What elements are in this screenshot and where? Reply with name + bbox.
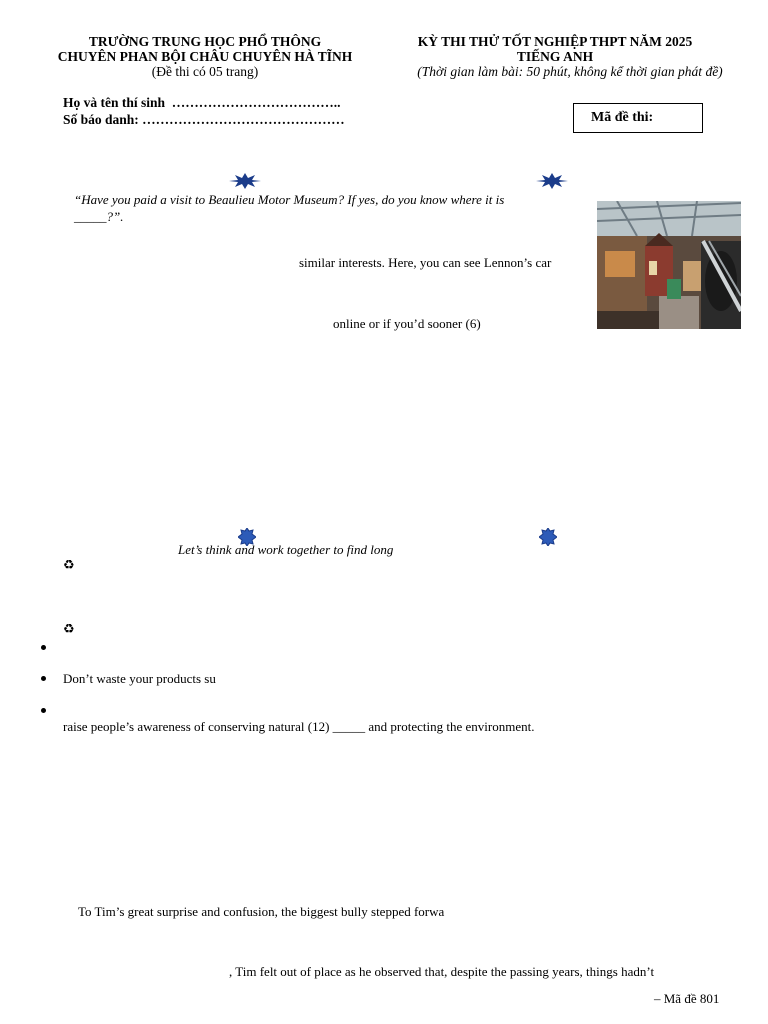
passage-line-c: raise people’s awareness of conserving natural (12) _____ and protecting the environment.: [63, 719, 535, 734]
pages-note: (Đề thi có 05 trang): [151, 64, 259, 79]
school-name-line2: CHUYÊN PHAN BỘI CHÂU CHUYÊN HÀ TĨNH: [57, 49, 353, 64]
starburst-icon: [229, 173, 261, 189]
student-name-row: [63, 95, 341, 111]
recycle-icon: ♻: [63, 622, 75, 637]
student-id-row: [63, 112, 345, 128]
exam-code-box: [573, 103, 703, 133]
passage-line-e: , Tim felt out of place as he observed that, despite the passing years, things hadn’t: [229, 964, 655, 979]
passage-line-b: online or if you’d sooner (6): [333, 316, 481, 331]
student-id-dots: ………………………………………: [142, 112, 345, 127]
badge-icon: [539, 528, 557, 546]
starburst-icon: [536, 173, 568, 189]
question-line-1: “Have you paid a visit to Beaulieu Motor Museum? If yes, do you know where it is: [74, 192, 505, 207]
recycle-icon: ♻: [63, 558, 75, 573]
student-name-dots: ………………………………..: [171, 95, 341, 110]
school-name-line1: TRƯỜNG TRUNG HỌC PHỔ THÔNG: [88, 34, 322, 49]
bullet-dot: [41, 676, 46, 681]
question-line-2: _____?”.: [74, 209, 124, 224]
bullet-dot: [41, 645, 46, 650]
time-note: (Thời gian làm bài: 50 phút, không kể thời gian phát đề): [417, 64, 723, 79]
student-name-label: Họ và tên thí sinh: [63, 95, 166, 110]
bullet-dot: [41, 708, 46, 713]
museum-photo: [597, 201, 741, 329]
subject-title: TIẾNG ANH: [516, 49, 594, 64]
exam-title: KỲ THI THỬ TỐT NGHIỆP THPT NĂM 2025: [417, 34, 693, 49]
exam-code-label: Mã đề thi:: [591, 110, 654, 125]
passage-line-a: similar interests. Here, you can see Lennon’s car: [299, 255, 552, 270]
passage-line-d: To Tim’s great surprise and confusion, the biggest bully stepped forwa: [78, 904, 445, 919]
slogan-text: Let’s think and work together to find long: [178, 542, 394, 557]
footer-exam-code: – Mã đề 801: [654, 991, 720, 1006]
student-id-label: Số báo danh:: [63, 112, 139, 127]
bullet-item-2: Don’t waste your products su: [63, 671, 216, 686]
